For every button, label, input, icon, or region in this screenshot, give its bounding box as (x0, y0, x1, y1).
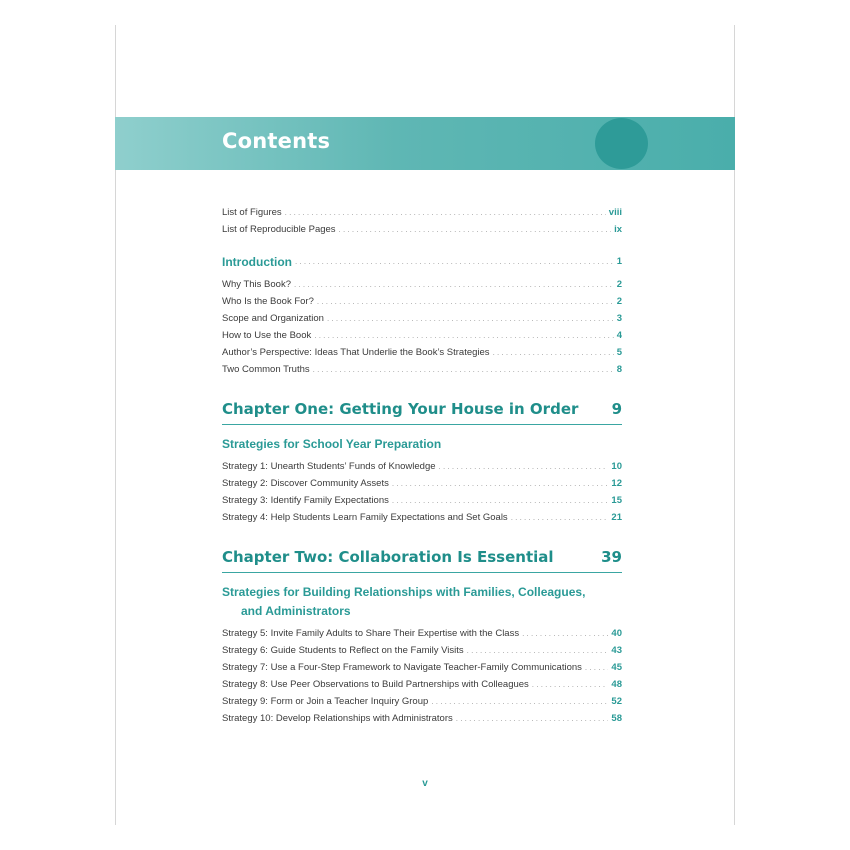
contents-banner (115, 117, 735, 170)
toc-entry[interactable]: Strategy 3: Identify Family Expectations . . . 15 (222, 495, 622, 507)
toc-entry[interactable]: Strategy 4: Help Students Learn Family Expectations and Set Goals . . . 21 (222, 512, 622, 524)
toc-entry[interactable]: Who Is the Book For? . . . 2 (222, 296, 622, 308)
chapter-page: 9 (611, 400, 622, 418)
toc-entry[interactable]: How to Use the Book . . . 4 (222, 330, 622, 342)
page-title: Contents (222, 129, 331, 153)
toc-entry[interactable]: Strategy 1: Unearth Students’ Funds of Knowledge . . . 10 (222, 461, 622, 473)
toc-entry[interactable]: List of Reproducible Pages . . . ix (222, 224, 622, 236)
toc-entry[interactable]: Two Common Truths . . . 8 (222, 364, 622, 376)
toc-introduction[interactable]: Introduction . . . 1 (222, 256, 622, 268)
toc-entry[interactable]: List of Figures . . . viii (222, 207, 622, 219)
toc-chapter-one[interactable] (222, 400, 622, 425)
chapter-title: Chapter Two: Collaboration Is Essential (222, 548, 554, 566)
toc-section-heading[interactable]: Strategies for Building Relationships with Families, Colleagues, and Administrators (222, 585, 586, 618)
chapter-title: Chapter One: Getting Your House in Order (222, 400, 579, 418)
toc-entry[interactable]: Strategy 8: Use Peer Observations to Build Partnerships with Colleagues . . . 48 (222, 679, 622, 691)
toc-entry[interactable]: Why This Book? . . . 2 (222, 279, 622, 291)
chapter-page: 39 (601, 548, 622, 566)
toc-entry[interactable]: Author’s Perspective: Ideas That Underlie the Book’s Strategies . . . 5 (222, 347, 622, 359)
toc-entry[interactable]: Strategy 6: Guide Students to Reflect on the Family Visits . . . 43 (222, 645, 622, 657)
toc-entry[interactable]: Strategy 7: Use a Four-Step Framework to Navigate Teacher-Family Communications . . . 45 (222, 662, 622, 674)
toc-chapter-two[interactable] (222, 548, 622, 573)
toc-entry[interactable]: Strategy 5: Invite Family Adults to Share Their Expertise with the Class . . . 40 (222, 628, 622, 640)
toc-section-heading[interactable]: Strategies for School Year Preparation (222, 437, 442, 451)
toc-entry[interactable]: Strategy 2: Discover Community Assets . . . 12 (222, 478, 622, 490)
decorative-circle (595, 118, 648, 169)
toc-entry[interactable]: Strategy 9: Form or Join a Teacher Inquiry Group . . . 52 (222, 696, 622, 708)
toc-entry[interactable]: Scope and Organization . . . 3 (222, 313, 622, 325)
toc-entry[interactable]: Strategy 10: Develop Relationships with Administrators . . . 58 (222, 713, 622, 725)
page-number: v (422, 778, 428, 789)
